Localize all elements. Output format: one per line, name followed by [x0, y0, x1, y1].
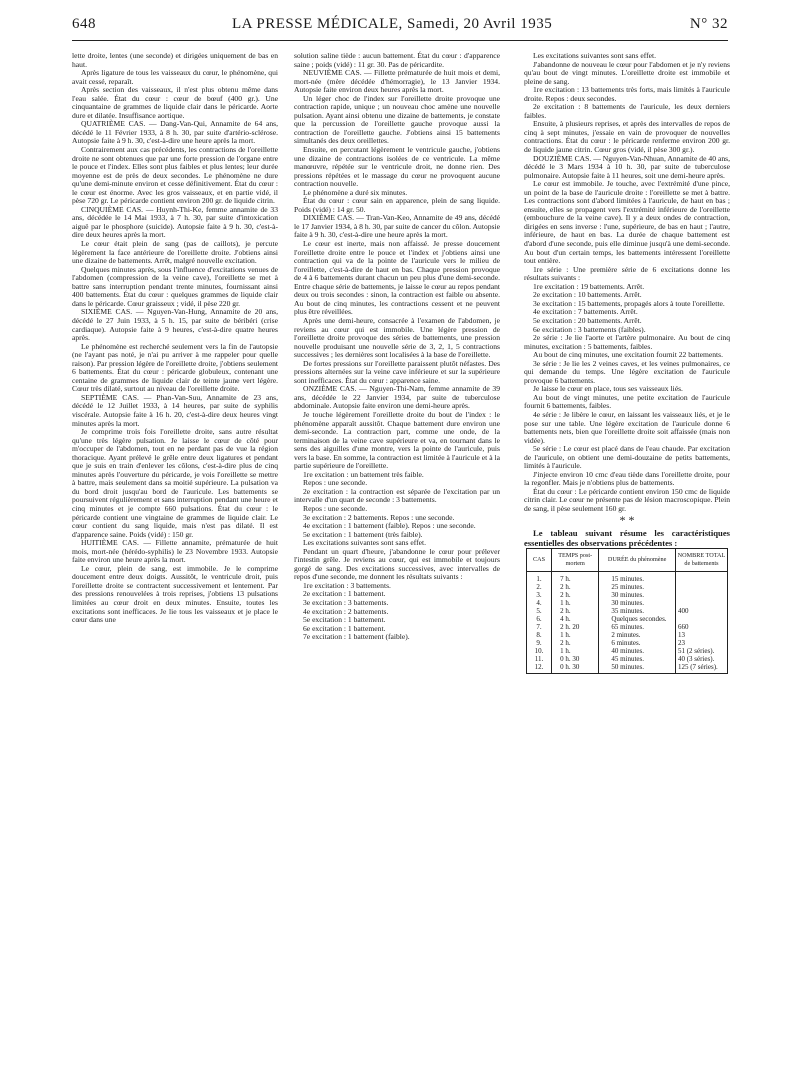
table-cell: 1 h.	[552, 631, 599, 639]
table-cell	[675, 571, 727, 583]
paragraph: 3e série : Je lie les 2 veines caves, et les veines pulmonaires, ce qui demande du temps. Une légère excitation de l'auricule provoque 6 battements.	[524, 358, 730, 385]
paragraph: État du cœur : cœur sain en apparence, plein de sang liquide. Poids (vidé) : 14 gr. 50.	[294, 196, 500, 214]
paragraph: solution saline tiède : aucun battement. État du cœur : d'apparence saine ; poids (vidé) : 11 gr. 30. Pas de péricardite.	[294, 51, 500, 69]
table-header-row	[527, 548, 728, 571]
paragraph: 4e série : Je libère le cœur, en laissant les vaisseaux liés, et je le pose sur une table. Une légère excitation de l'auricule donne 6 battements nets, bien que l'oreillette droite soit affaissée (mais non vidée).	[524, 409, 730, 445]
paragraph: CINQUIÈME CAS. — Huynh-Thi-Ke, femme annamite de 33 ans, décédée le 14 Mai 1933, à 7 h. 30, par suite d'intoxication aiguë par le phosphore (suicide). Autopsie faite à 9 h. 30, c'est-à-dire deux heures après la mort.	[72, 204, 278, 240]
page-header	[72, 14, 728, 40]
journal-title: LA PRESSE MÉDICALE, Samedi, 20 Avril 1935	[232, 16, 553, 32]
paragraph: 2e excitation : la contraction est séparée de l'excitation par un intervalle d'un quart de seconde : 3 battements.	[294, 486, 500, 505]
paragraph: Après une demi-heure, consacrée à l'examen de l'abdomen, je reviens au cœur qui est immobile. Une légère pression de l'oreillette droite provoque des séries de battements, une pression nouvelle produisant une nouvelle série de 3, 2, 1, 5 contractions successives ; les dernières sont localisées à la base de l'oreillette.	[294, 315, 500, 360]
table-row	[527, 615, 728, 623]
paragraph: Au bout de cinq minutes, une excitation fournit 22 battements.	[533, 350, 724, 360]
table-cell: 6.	[527, 615, 552, 623]
section-separator-stars: * *	[619, 512, 635, 527]
paragraph: 2e excitation : 1 battement.	[303, 589, 386, 599]
table-cell: 30 minutes.	[599, 591, 676, 599]
paragraph: NEUVIÈME CAS. — Fillette prématurée de huit mois et demi, mort-née (mère décédée d'hémorragie), le 13 Janvier 1934. Autopsie faite environ deux heures après la mort.	[294, 68, 500, 95]
table-cell: 400	[675, 607, 727, 615]
paragraph: Contrairement aux cas précédents, les contractions de l'oreillette droite ne sont obtenues que par une forte pression de l'organe entre le pouce et l'index. Elles sont plus faibles et plus lentes; leur durée moyenne est de près de deux secondes. Le phénomène ne dure qu'une demi-minute environ et cesse définitivement. État du cœur : le cœur est énorme. Avec les gros vaisseaux, et en partie vidé, il pèse 720 gr. Le péricarde contient environ 200 gr. de liquide citrin.	[72, 145, 278, 206]
table-cell	[675, 599, 727, 607]
paragraph: De fortes pressions sur l'oreillette paraissent plutôt néfastes. Des pressions alternées sur la veine cave inférieure et sur la supérieure sont inefficaces. État du cœur : apparence saine.	[294, 358, 500, 385]
table-row	[527, 583, 728, 591]
table-cell	[675, 583, 727, 591]
paragraph: 1re excitation : 3 battements.	[303, 580, 391, 590]
paragraph: Le cœur, plein de sang, est immobile. Je le comprime doucement entre deux doigts. Aussitôt, le ventricule droit, puis l'oreillette droite se contractent successivement et lentement. Par des pressions renouvelées à trois reprises, j'obtiens 13 pulsations limitées au cœur droit en deux minutes. Ensuite, toutes les excitations sont inefficaces. Je lie tous les vaisseaux et je place le cœur dans une	[72, 563, 278, 625]
table-cell: Quelques secondes.	[599, 615, 676, 623]
paragraph: QUATRIÈME CAS. — Dang-Van-Qui, Annamite de 64 ans, décédé le 11 Février 1933, à 8 h. 30, par suite d'artério-sclérose. Autopsie faite à 9 h. 30, c'est-à-dire une heure après la mort.	[72, 119, 278, 146]
table-row	[527, 663, 728, 674]
table-cell: 9.	[527, 639, 552, 647]
table-cell: 11.	[527, 655, 552, 663]
paragraph: Les excitations suivantes sont sans effet.	[533, 51, 657, 60]
paragraph: Quelques minutes après, sous l'influence d'excitations venues de l'abdomen (compression de la veine cave), l'oreillette se met à battre sans interruption pendant trente minutes, fournissant ainsi 400 battements. État du cœur : quelques grammes de liquide clair dans le péricarde. Cœur graisseux ; vidé, il pèse 220 gr.	[72, 264, 278, 308]
paragraph: 2e série : Je lie l'aorte et l'artère pulmonaire. Au bout de cinq minutes, excitation : 5 battements, faibles.	[524, 333, 730, 351]
table-cell: 4.	[527, 599, 552, 607]
paragraph: ONZIÈME CAS. — Nguyen-Thi-Nam, femme annamite de 39 ans, décédée le 22 Janvier 1934, par suite de tuberculose abdominale. Autopsie faite environ une demi-heure après.	[294, 384, 500, 411]
table-cell: 40 (3 séries).	[675, 655, 727, 663]
table-cell: 2.	[527, 583, 552, 591]
paragraph: État du cœur : Le péricarde contient environ 150 cmc de liquide citrin clair. Le cœur ne présente pas de lésion macroscopique. Plein de sang, il pèse seulement 160 gr.	[524, 486, 730, 513]
paragraph: 6e excitation : 3 battements (faibles).	[533, 324, 646, 334]
paragraph: 3e excitation : 3 battements.	[303, 598, 389, 607]
table-cell: 10.	[527, 647, 552, 655]
paragraph: J'injecte environ 10 cmc d'eau tiède dans l'oreillette droite, pour la regonfler. Mais je n'obtiens plus de battements.	[524, 469, 730, 488]
table-caption: Le tableau suivant résume les caractéristiques essentielles des observations précédentes :	[524, 527, 730, 548]
table-header-cell: TEMPS post-mortem	[552, 548, 599, 571]
paragraph: Le phénomène est recherché seulement vers la fin de l'autopsie (ne l'ayant pas noté, je n'ai pu arriver à me rappeler pour quelle raison). Par pression légère de l'oreillette droite, j'obtiens seulement 6 battements. État du cœur : péricarde globuleux, contenant une centaine de grammes de liquide clair de teinte jaune vert légère. Cœur très dilaté, surtout au niveau de l'oreillette droite.	[72, 341, 278, 394]
paragraph: 3e excitation : 15 battements, propagés alors à toute l'oreillette.	[533, 298, 725, 308]
table-row	[527, 639, 728, 647]
text-column-left	[72, 52, 278, 625]
paragraph: lette droite, lentes (une seconde) et dirigées uniquement de bas en haut.	[72, 51, 278, 69]
paragraph: Je touche légèrement l'oreillette droite du bout de l'index : le phénomène apparaît aussitôt. Chaque battement dure environ une demi-seconde. La contraction part, comme une onde, de la terminaison de la veine cave supérieure et va, en tournant dans le sens des aiguilles d'une montre, vers la pointe de l'auricule, puis vers la base. En somme, la contraction est limitée à l'auricule et à la partie supérieure de l'oreillette.	[294, 409, 500, 471]
table-header-cell: NOMBRE TOTAL de battements	[675, 548, 727, 571]
table-cell: 35 minutes.	[599, 607, 676, 615]
table-cell: 23	[675, 639, 727, 647]
observations-table	[526, 548, 728, 674]
table-cell: 1 h.	[552, 599, 599, 607]
paragraph: 5e excitation : 20 battements. Arrêt.	[533, 315, 642, 325]
paragraph: Le cœur est inerte, mais non affaissé. Je presse doucement l'oreillette droite entre le pouce et l'index et j'obtiens ainsi une contraction qui va de la pointe de l'auricule vers le milieu de l'oreillette, c'est-à-dire de haut en bas. Chaque pression provoque de 4 à 6 battements durant chacun un peu plus d'une demi-seconde. Entre chaque série de battements, je laisse le cœur au repos pendant deux ou trois secondes : sinon, la contraction est faible ou absente. Au bout de cinq minutes, les contractions cessent et ne peuvent plus être réveillées.	[294, 239, 500, 317]
paragraph: J'abandonne de nouveau le cœur pour l'abdomen et je n'y reviens qu'au bout de vingt minutes. L'oreillette droite est immobile et pleine de sang.	[524, 59, 730, 86]
text-column-right	[524, 52, 730, 674]
paragraph: 2e excitation : 10 battements. Arrêt.	[533, 290, 642, 300]
table-cell	[675, 591, 727, 599]
table-row	[527, 631, 728, 639]
issue-number: N° 32	[689, 16, 728, 32]
table-row	[527, 571, 728, 583]
table-cell: 50 minutes.	[599, 663, 676, 674]
paragraph: Après ligature de tous les vaisseaux du cœur, le phénomène, qui avait cessé, reparaît.	[72, 68, 278, 86]
paragraph: 5e excitation : 1 battement.	[303, 615, 386, 625]
table-cell: 2 h.	[552, 639, 599, 647]
table-cell: 51 (2 séries).	[675, 647, 727, 655]
paragraph: 4e excitation : 7 battements. Arrêt.	[533, 307, 638, 317]
paragraph: 1re excitation : un battement très faible.	[303, 469, 424, 479]
table-cell: 0 h. 30	[552, 655, 599, 663]
table-cell: 2 h.	[552, 607, 599, 615]
table-header-cell: DURÉE du phénomène	[599, 548, 676, 571]
table-cell: 45 minutes.	[599, 655, 676, 663]
table-row	[527, 591, 728, 599]
paragraph: SEPTIÈME CAS. — Phan-Van-Suu, Annamite de 23 ans, décédé le 12 Juillet 1933, à 14 heures, par suite de syphilis viscérale. Autopsie faite à 16 h. 20, c'est-à-dire deux heures vingt minutes après la mort.	[72, 392, 278, 428]
table-cell: 5.	[527, 607, 552, 615]
paragraph: Je comprime trois fois l'oreillette droite, sans autre résultat qu'une très légère pulsation. Je laisse le cœur de côté pour m'occuper de l'abdomen, tout en ne perdant pas de vue la région thoracique. Ayant prélevé le grêle entre deux ligatures et pendant que je suis en train d'enlever les côlons, c'est-à-dire plus de cinq minutes après l'ouverture du péricarde, je vois l'oreillette se mettre à battre, mais seulement dans sa moitié supérieure. La pulsation va du bord droit jusqu'au bord de l'auricule. Les battements se poursuivent régulièrement et sans interruption pendant une heure et cinq minutes et je compte 660 pulsations. État du cœur : le péricarde contient une vingtaine de grammes de liquide clair. Le cœur contient du sang liquide, mais n'est pas dilaté. Il est d'apparence saine. Poids (vidé) : 150 gr.	[72, 427, 278, 539]
paragraph: Après section des vaisseaux, il n'est plus obtenu même dans l'eau salée. État du cœur : cœur de bœuf (400 gr.). Une cinquantaine de grammes de liquide clair dans le péricarde. Aorte dure et dilatée. Insuffisance aortique.	[72, 85, 278, 120]
paragraph: 5e série : Le cœur est placé dans de l'eau chaude. Par excitation de l'auricule, on obtient une demi-douzaine de petits battements, limités à l'auricule.	[524, 444, 730, 471]
header-rule	[72, 40, 728, 41]
paragraph: DIXIÈME CAS. — Tran-Van-Keo, Annamite de 49 ans, décédé le 17 Janvier 1934, à 8 h. 30, par suite de cancer du côlon. Autopsie faite à 9 h. 30, c'est-à-dire une heure après la mort.	[294, 213, 500, 240]
paragraph: 1re série : Une première série de 6 excitations donne les résultats suivants :	[524, 264, 730, 283]
text-column-middle	[294, 52, 500, 642]
paragraph: 5e excitation : 1 battement (très faible).	[303, 529, 423, 539]
paragraph: Le cœur était plein de sang (pas de caillots), je percute légèrement la face antérieure de l'oreillette droite. J'obtiens ainsi une dizaine de battements. Arrêt, malgré nouvelle excitation.	[72, 239, 278, 266]
paragraph: Pendant un quart d'heure, j'abandonne le cœur pour prélever l'intestin grêle. Je reviens au cœur, qui est immobile et toujours gorgé de sang. Des excitations successives, avec intervalles de repos d'une seconde, me donnent les résultats suivants :	[294, 546, 500, 582]
table-body	[527, 571, 728, 673]
table-cell: 0 h. 30	[552, 663, 599, 674]
table-row	[527, 623, 728, 631]
paragraph: 7e excitation : 1 battement (faible).	[303, 632, 410, 642]
paragraph: Ensuite, à plusieurs reprises, et après des intervalles de repos de cinq à sept minutes, j'essaie en vain de provoquer de nouvelles contractions. État du cœur : le péricarde renferme environ 200 gr. de liquide jaune citrin. Cœur gros (vidé, il pèse 300 gr.).	[524, 119, 730, 155]
paragraph: Je laisse le cœur en place, tous ses vaisseaux liés.	[533, 384, 683, 394]
table-cell: 65 minutes.	[599, 623, 676, 631]
paragraph: Le cœur est immobile. Je touche, avec l'extrémité d'une pince, un point de la base de l'auricule droite : l'oreillette se met à battre. Les contractions sont d'abord limitées à l'auricule, de haut en bas ; ensuite, elles se propagent vers l'extrémité inférieure de l'oreillette (embouchure de la veine cave). Il y a deux ondes de contraction, dirigées en sens inverse : l'une, supérieure, de bas en haut ; l'autre, inférieure, de haut en bas. La durée de chaque battement est d'abord d'une seconde, puis elle diminue jusqu'à une demi-seconde. Au bout d'un certain temps, les battements intéressent l'oreillette tout entière.	[524, 179, 730, 266]
table-cell: 40 minutes.	[599, 647, 676, 655]
table-row	[527, 647, 728, 655]
table-cell: 30 minutes.	[599, 599, 676, 607]
page-number: 648	[72, 16, 96, 32]
paragraph: Un léger choc de l'index sur l'oreillette droite provoque une contraction rapide, unique ; un nouveau choc amène une nouvelle pulsation. Ayant ainsi obtenu une dizaine de battements, je constate que la percussion de l'oreillette gauche provoque aussi la contraction de l'oreillette gauche. J'obtiens ainsi 15 battements simultanés des deux oreillettes.	[294, 93, 500, 146]
paragraph: Repos : une seconde.	[303, 478, 368, 488]
table-cell: 8.	[527, 631, 552, 639]
table-cell: 4 h.	[552, 615, 599, 623]
table-cell: 7 h.	[552, 571, 599, 583]
table-cell: 2 h. 20	[552, 623, 599, 631]
paragraph: Au bout de vingt minutes, une petite excitation de l'auricule fournit 6 battements, faibles.	[524, 392, 730, 411]
paragraph: 3e excitation : 2 battements. Repos : une seconde.	[303, 512, 455, 522]
paragraph: 2e excitation : 8 battements de l'auricule, les deux derniers faibles.	[524, 102, 730, 120]
paragraph: Les excitations suivantes sont sans effet.	[303, 538, 427, 548]
paragraph: 1re excitation : 13 battements très forts, mais limités à l'auricule droite. Repos : deux secondes.	[524, 85, 730, 103]
paragraph: DOUZIÈME CAS. — Nguyen-Van-Nhuan, Annamite de 40 ans, décédé le 3 Mars 1934 à 10 h. 30, par suite de tuberculose pulmonaire. Autopsie faite à 11 heures, soit une demi-heure après.	[524, 153, 730, 180]
table-row	[527, 655, 728, 663]
table-row	[527, 599, 728, 607]
paragraph: Repos : une seconde.	[303, 503, 368, 513]
table-cell: 2 h.	[552, 591, 599, 599]
column-right-paragraphs	[524, 52, 730, 514]
table-cell: 7.	[527, 623, 552, 631]
paragraph: 1re excitation : 19 battements. Arrêt.	[533, 281, 645, 291]
paragraph: Ensuite, en percutant légèrement le ventricule gauche, j'obtiens une dizaine de contractions isolées de ce ventricule. La même manœuvre, répétée sur le ventricule droit, ne donne rien. Des pressions répétées et le massage du cœur ne provoquent aucune contraction nouvelle.	[294, 145, 500, 189]
table-cell: 13	[675, 631, 727, 639]
table-cell: 2 minutes.	[599, 631, 676, 639]
table-cell: 660	[675, 623, 727, 631]
table-cell: 15 minutes.	[599, 571, 676, 583]
table-cell: 1 h.	[552, 647, 599, 655]
table-cell: 6 minutes.	[599, 639, 676, 647]
table-cell: 1.	[527, 571, 552, 583]
paragraph: 4e excitation : 2 battements.	[303, 606, 389, 616]
table-row	[527, 607, 728, 615]
paragraph: 6e excitation : 1 battement.	[303, 623, 386, 633]
paragraph: Le phénomène a duré six minutes.	[303, 187, 408, 197]
table-cell: 12.	[527, 663, 552, 674]
table-cell: 25 minutes.	[599, 583, 676, 591]
table-cell: 2 h.	[552, 583, 599, 591]
table-header-cell: CAS	[527, 548, 552, 571]
paragraph: 4e excitation : 1 battement (faible). Repos : une seconde.	[303, 521, 476, 531]
table-cell: 125 (7 séries).	[675, 663, 727, 674]
table-cell	[675, 615, 727, 623]
table-cell: 3.	[527, 591, 552, 599]
paragraph: SIXIÈME CAS. — Nguyen-Van-Hung, Annamite de 20 ans, décédé le 27 Juin 1933, à 5 h. 15, par suite de béribéri (crise cardiaque). Autopsie faite à 9 heures, c'est-à-dire quatre heures après.	[72, 307, 278, 343]
paragraph: HUITIÈME CAS. — Fillette annamite, prématurée de huit mois, mort-née (hérédo-syphilis) le 23 Novembre 1933. Autopsie faite environ une heure après la mort.	[72, 538, 278, 565]
